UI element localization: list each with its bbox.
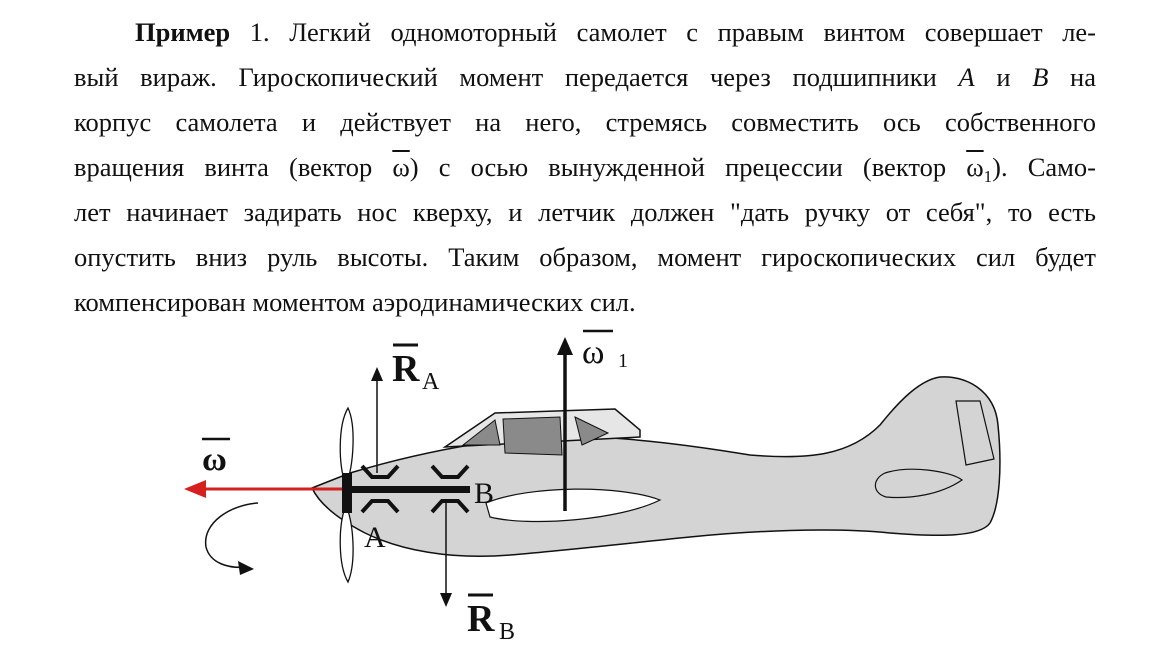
omega-symbol: $\overline{\omega}$: [392, 152, 410, 182]
rotation-arrow-head: [238, 561, 254, 575]
text-line-6: опустить вниз руль высоты. Таким образом, момент гироскопических сил будет: [74, 242, 1096, 272]
label-omega: [202, 439, 230, 478]
svg-text:A: A: [422, 369, 440, 395]
svg-text:R: R: [467, 598, 495, 640]
canopy-window-2: [503, 417, 562, 455]
svg-text:R: R: [392, 348, 420, 390]
svg-text:ω: ω: [582, 334, 605, 371]
label-ra: [392, 345, 440, 395]
rb-arrow-head: [440, 593, 452, 607]
label-bearing-a: A: [364, 521, 386, 554]
text-line-2: вый вираж. Гироскопический момент передается через подшипники A и B на: [74, 62, 1097, 92]
label-bearing-b: B: [474, 477, 495, 510]
svg-text:B: B: [499, 619, 516, 645]
omega1-symbol: $\overline{\omega}$: [966, 152, 984, 182]
fuselage: [312, 377, 1000, 556]
text-line-3: корпус самолета и действует на него, стремясь совместить ось собственного: [74, 107, 1096, 137]
rotation-arrow: [206, 503, 258, 567]
text-line-4: вращения винта (вектор $\overline{\omega}$) с осью вынужденной прецессии (вектор $\overline{\omega}_1$). Само-: [74, 152, 1096, 186]
propeller-shaft: [350, 486, 470, 493]
omega-arrow-head: [184, 480, 206, 498]
text-line-7: компенсирован моментом аэродинамических сил.: [74, 287, 636, 317]
example-paragraph: [74, 10, 1096, 325]
text-line-1: Пример 1. Легкий одномоторный самолет с правым винтом совершает ле-: [135, 17, 1096, 47]
label-omega1: [582, 331, 628, 372]
airplane-diagram: [150, 305, 1020, 654]
omega1-subscript: 1: [983, 167, 993, 186]
svg-text:ω: ω: [202, 441, 227, 478]
svg-text:1: 1: [618, 350, 628, 372]
bearing-a-symbol: A: [958, 62, 975, 92]
airplane-figure: [150, 305, 1020, 654]
label-rb: [467, 595, 515, 645]
omega1-arrow-head: [557, 337, 573, 355]
ra-arrow-head: [371, 367, 383, 381]
example-label: Пример: [135, 17, 231, 47]
bearing-b-symbol: B: [1032, 62, 1049, 92]
text-line-5: лет начинает задирать нос кверху, и летчик должен "дать ручку от себя", то есть: [74, 197, 1096, 227]
